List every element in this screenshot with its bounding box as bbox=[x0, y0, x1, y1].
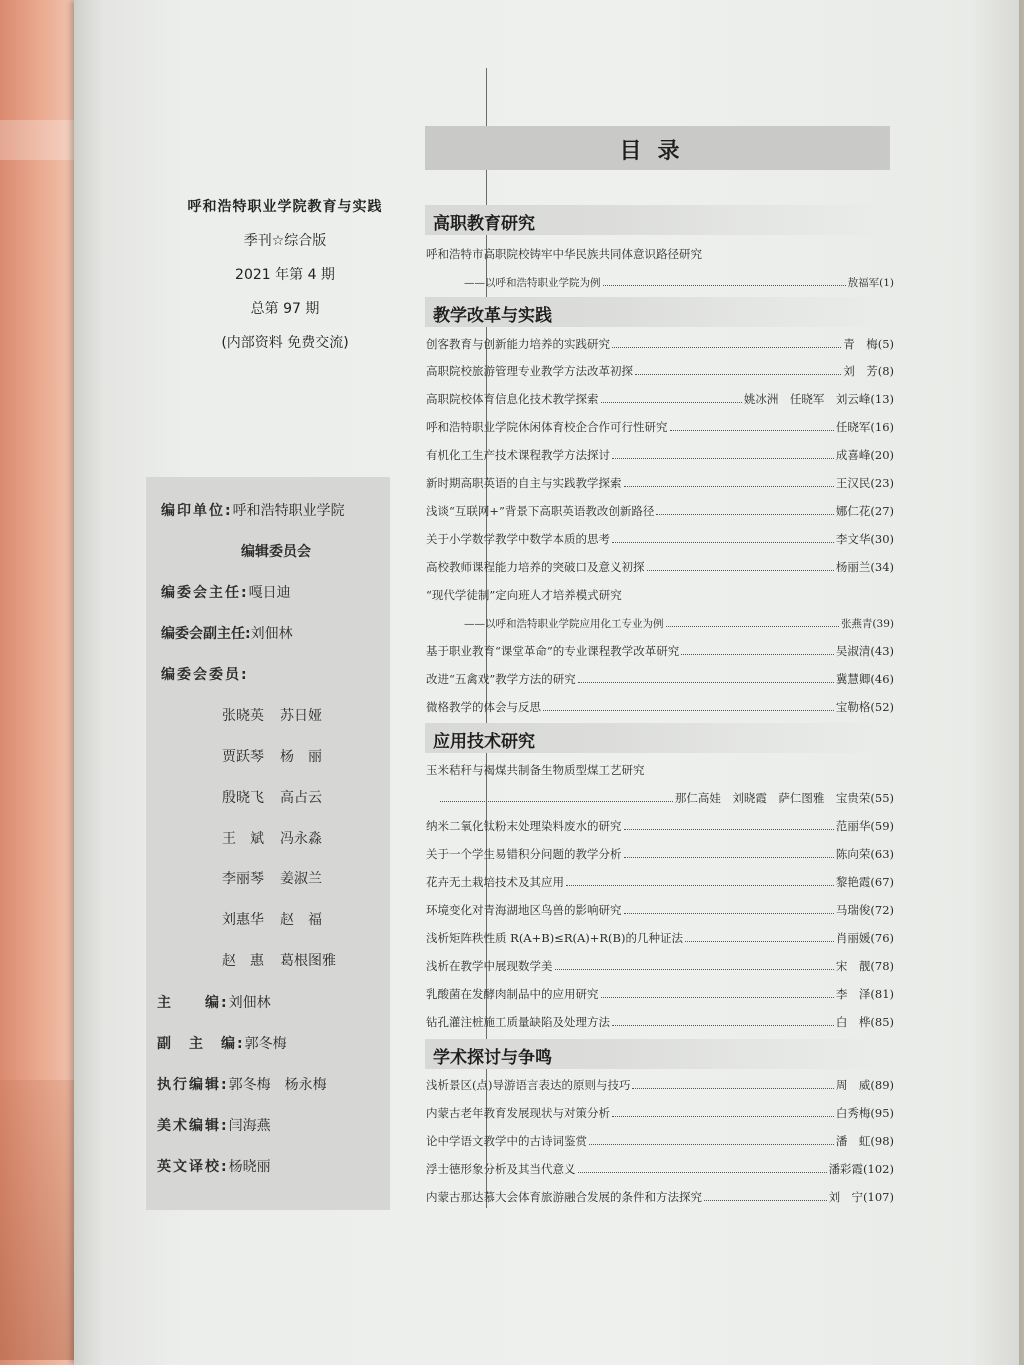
english-proof-row bbox=[157, 1156, 271, 1176]
director: 嘎日迪 bbox=[248, 585, 291, 601]
toc-entry: “现代学徒制”定向班人才培养模式研究 bbox=[426, 588, 622, 602]
issue: 2021 年第 4 期 bbox=[235, 267, 335, 283]
toc-entry: 浅谈“互联网+”背景下高职英语教改创新路径 娜仁花(27) bbox=[426, 504, 894, 518]
member-row: 贾跃琴 杨 丽 bbox=[222, 749, 322, 765]
toc-entry: 基于职业教育“课堂革命”的专业课程教学改革研究 吴淑清(43) bbox=[426, 644, 894, 658]
toc-entry: 高职院校旅游管理专业教学方法改革初探 刘 芳(8) bbox=[426, 364, 894, 378]
section-heading: 高职教育研究 bbox=[425, 205, 890, 235]
executive-editor-row bbox=[157, 1074, 327, 1094]
toc-entry: 创客教育与创新能力培养的实践研究 青 梅(5) bbox=[426, 337, 894, 351]
member-row: 赵 惠 葛根图雅 bbox=[222, 953, 336, 969]
toc-entry: 那仁高娃 刘晓霞 萨仁图雅 宝贵荣(55) bbox=[426, 788, 894, 806]
total-issue: 总第 97 期 bbox=[250, 301, 320, 317]
toc-entry: 关于小学数学教学中数学本质的思考 李文华(30) bbox=[426, 532, 894, 546]
toc-entry: 乳酸菌在发酵肉制品中的应用研究 李 泽(81) bbox=[426, 987, 894, 1001]
executive-editor: 郭冬梅 杨永梅 bbox=[228, 1077, 327, 1093]
members-label: 编委会委员: bbox=[161, 667, 249, 683]
toc-entry: 浮士德形象分析及其当代意义 潘彩霞(102) bbox=[426, 1162, 894, 1176]
column-divider bbox=[486, 68, 487, 1208]
toc-entry: ——以呼和浩特职业学院为例 敖福军(1) bbox=[464, 277, 894, 289]
toc-entry: 关于一个学生易错积分问题的教学分析 陈向荣(63) bbox=[426, 847, 894, 861]
distribution-note: (内部资料 免费交流) bbox=[221, 335, 349, 351]
toc-entry: 高职院校体育信息化技术教学探索 姚冰洲 任晓军 刘云峰(13) bbox=[426, 392, 894, 406]
executive-editor-label: 执行编辑: bbox=[157, 1077, 229, 1093]
vice-director: 刘佃林 bbox=[250, 626, 293, 642]
section-heading: 学术探讨与争鸣 bbox=[425, 1039, 890, 1069]
editor-in-chief: 刘佃林 bbox=[228, 995, 271, 1011]
art-editor-row bbox=[157, 1115, 271, 1135]
publisher-label: 编印单位: bbox=[161, 503, 233, 519]
toc-entry: 钻孔灌注桩施工质量缺陷及处理方法 白 桦(85) bbox=[426, 1015, 894, 1029]
english-proof: 杨晓丽 bbox=[228, 1159, 271, 1175]
toc-entry: 内蒙古那达慕大会体育旅游融合发展的条件和方法探究 刘 宁(107) bbox=[426, 1190, 894, 1204]
publisher-row bbox=[161, 500, 345, 520]
toc-entry: 新时期高职英语的自主与实践教学探索 王汉民(23) bbox=[426, 476, 894, 490]
toc-entry: 环境变化对青海湖地区鸟兽的影响研究 马瑞俊(72) bbox=[426, 903, 894, 917]
toc-entry: 内蒙古老年教育发展现状与对策分析 白秀梅(95) bbox=[426, 1106, 894, 1120]
deputy-editor: 郭冬梅 bbox=[244, 1036, 287, 1052]
art-editor: 闫海燕 bbox=[228, 1118, 271, 1134]
toc-entry: 微格教学的体会与反思 宝勒格(52) bbox=[426, 700, 894, 714]
toc-entry: 改进“五禽戏”教学方法的研究 冀慧卿(46) bbox=[426, 672, 894, 686]
section-heading: 应用技术研究 bbox=[425, 723, 890, 753]
toc-title-bar bbox=[425, 126, 890, 170]
toc-entry: 论中学语文教学中的古诗词鉴赏 潘 虹(98) bbox=[426, 1134, 894, 1148]
toc-entry: 浅析在教学中展现数学美 宋 靓(78) bbox=[426, 959, 894, 973]
section-heading: 教学改革与实践 bbox=[425, 297, 890, 327]
deputy-editor-label: 副 主 编: bbox=[157, 1036, 245, 1052]
committee-title: 编辑委员会 bbox=[241, 544, 311, 560]
edition: 季刊☆综合版 bbox=[243, 233, 327, 249]
director-row bbox=[161, 582, 291, 602]
toc-entry: 呼和浩特市高职院校铸牢中华民族共同体意识路径研究 bbox=[426, 247, 702, 261]
director-label: 编委会主任: bbox=[161, 585, 249, 601]
member-row: 刘惠华 赵 福 bbox=[222, 912, 322, 928]
member-row: 张晓英 苏日娅 bbox=[222, 708, 322, 724]
journal-masthead bbox=[140, 196, 430, 366]
toc-entry: 浅析景区(点)导游语言表达的原则与技巧 周 威(89) bbox=[426, 1078, 894, 1092]
vice-director-row bbox=[161, 623, 293, 643]
toc-entry: 玉米秸秆与褐煤共制备生物质型煤工艺研究 bbox=[426, 763, 645, 777]
toc-entry: 纳米二氧化钛粉末处理染料废水的研究 范丽华(59) bbox=[426, 819, 894, 833]
member-row: 殷晓飞 高占云 bbox=[222, 790, 322, 806]
toc-title: 目录 bbox=[619, 139, 696, 164]
editor-in-chief-row bbox=[157, 992, 271, 1012]
toc-entry: 呼和浩特职业学院休闲体育校企合作可行性研究 任晓军(16) bbox=[426, 420, 894, 434]
member-row: 李丽琴 姜淑兰 bbox=[222, 871, 322, 887]
toc-entry: 有机化工生产技术课程教学方法探讨 成喜峰(20) bbox=[426, 448, 894, 462]
vice-director-label: 编委会副主任: bbox=[161, 626, 251, 642]
toc-entry: 高校教师课程能力培养的突破口及意义初探 杨丽兰(34) bbox=[426, 560, 894, 574]
member-row: 王 斌 冯永淼 bbox=[222, 831, 322, 847]
cover-edge bbox=[0, 0, 82, 1365]
publisher: 呼和浩特职业学院 bbox=[232, 503, 345, 519]
toc-entry: 浅析矩阵秩性质 R(A+B)≤R(A)+R(B)的几种证法 肖丽媛(76) bbox=[426, 931, 894, 945]
deputy-editor-row bbox=[157, 1033, 287, 1053]
english-proof-label: 英文译校: bbox=[157, 1159, 229, 1175]
art-editor-label: 美术编辑: bbox=[157, 1118, 229, 1134]
toc-entry: ——以呼和浩特职业学院应用化工专业为例 张燕青(39) bbox=[464, 618, 894, 630]
toc-entry: 花卉无土栽培技术及其应用 黎艳霞(67) bbox=[426, 875, 894, 889]
editor-in-chief-label: 主 编: bbox=[157, 995, 229, 1011]
journal-title: 呼和浩特职业学院教育与实践 bbox=[187, 199, 383, 215]
